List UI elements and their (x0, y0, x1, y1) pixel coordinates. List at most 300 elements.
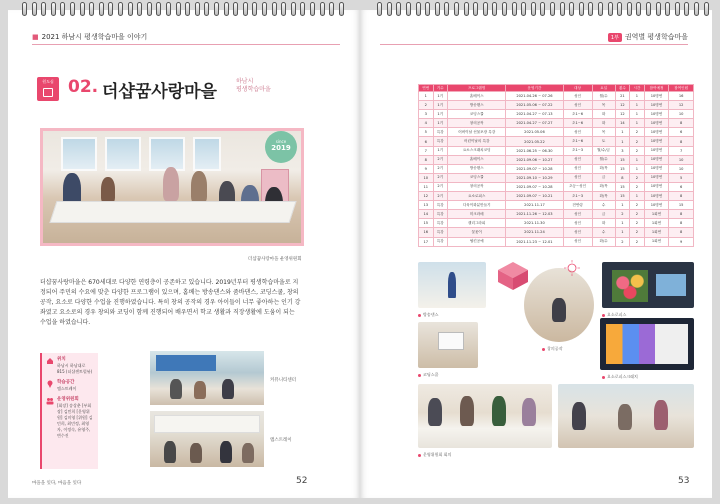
table-cell: 12 (615, 110, 630, 119)
spiral-ring (339, 2, 344, 16)
spiral-ring (636, 2, 641, 16)
spiral-ring (473, 2, 478, 16)
table-cell: 성인 (563, 128, 592, 137)
table-cell: 14 (419, 210, 434, 219)
table-cell: 2 (419, 101, 434, 110)
table-cell: 10명연 (644, 101, 669, 110)
spiral-ring (51, 2, 56, 16)
photo-person (552, 298, 566, 322)
table-cell: 코딩스쿨 (448, 110, 506, 119)
table-row (419, 137, 694, 146)
table-cell: 초1~6 (563, 137, 592, 146)
table-cell: 특강 (433, 228, 448, 237)
spiral-ring (118, 2, 123, 16)
table-cell: 15 (615, 192, 630, 201)
caption-text: 방송댄스 (423, 312, 439, 317)
spiral-ring (156, 2, 161, 16)
spiral-ring (627, 2, 632, 16)
table-cell: 특강 (433, 201, 448, 210)
table-cell: 14 (615, 119, 630, 128)
table-cell: 화 (592, 110, 615, 119)
table-cell: 6 (669, 182, 694, 191)
table-cell: 2기 (433, 164, 448, 173)
header-divider (32, 44, 340, 45)
table-cell: 요소스크래치코딩 (448, 146, 506, 155)
table-cell: 금 (592, 210, 615, 219)
table-cell: 2 (630, 182, 645, 191)
table-cell: 2021.04.26 ~ 07.26 (506, 92, 563, 101)
village-title: 더샵꿈사랑마을 (102, 82, 217, 102)
spiral-ring (300, 2, 305, 16)
table-cell: 성인 (563, 210, 592, 219)
table-row (419, 201, 694, 210)
table-cell: 특강 (433, 210, 448, 219)
table-cell: 10명연 (644, 201, 669, 210)
table-cell: 10 (669, 164, 694, 173)
spiral-binding (8, 0, 712, 16)
photo-banner (156, 355, 216, 371)
table-header-cell: 시간 (630, 85, 645, 92)
table-cell: 1 (630, 110, 645, 119)
table-cell: 3 (615, 146, 630, 155)
table-row (419, 101, 694, 110)
caption-text: 창의공작 (547, 346, 563, 351)
section-tag: 1부 (608, 33, 622, 42)
table-row (419, 92, 694, 101)
table-row (419, 110, 694, 119)
location-value: 하남시 하남대로 815 (더샵센트럴뷰) (57, 363, 93, 374)
info-committee (46, 397, 94, 439)
table-cell: 8 (669, 192, 694, 201)
page-header-right (608, 32, 688, 42)
table-cell: 1 (615, 137, 630, 146)
table-cell: 1 (630, 192, 645, 201)
table-cell: 초1~6 (563, 119, 592, 128)
table-cell: 2 (615, 210, 630, 219)
caption-dot-icon (602, 376, 605, 379)
table-cell: 2021.05.22 (506, 137, 563, 146)
table-cell: 2021.09.07 ~ 10.21 (506, 192, 563, 201)
spiral-ring (684, 2, 689, 16)
table-cell: 특강 (433, 128, 448, 137)
table-cell: 수 (592, 201, 615, 210)
table-cell: 2021.09.06 ~ 10.27 (506, 155, 563, 164)
photo-laptop (438, 332, 464, 350)
table-cell: 8 (615, 173, 630, 182)
table-cell: 초1~6 (563, 110, 592, 119)
table-cell: 창의공작 (448, 182, 506, 191)
meeting-photo-1 (418, 384, 552, 448)
table-cell: 17 (419, 237, 434, 246)
table-cell: 초등~성인 (563, 182, 592, 191)
table-cell: 8 (669, 137, 694, 146)
table-cell: 꽃꽂이 (448, 228, 506, 237)
table-cell: 10명연 (644, 173, 669, 182)
spiral-ring (281, 2, 286, 16)
open-booklet (8, 10, 712, 498)
table-cell: 2 (630, 210, 645, 219)
table-cell: 화/수 (592, 237, 615, 246)
people-icon (46, 397, 54, 405)
committee-value: [회장] 송상춘 [부회장] 김민희 [운영위원] 김미영 [위원] 김민희, 최민정, 최영자, 이정숙, 유영주, 변수진 (57, 403, 93, 438)
photo-person (242, 443, 254, 463)
footer-text: 마을을 잇다, 마음을 잇다 (32, 481, 82, 486)
spiral-ring (646, 2, 651, 16)
photo-person (448, 272, 456, 298)
photo-person (522, 398, 536, 426)
page-header (32, 32, 147, 42)
page-number-right: 53 (678, 476, 690, 486)
photo-flowers (612, 270, 648, 302)
photo-person (194, 381, 206, 399)
spiral-ring (531, 2, 536, 16)
info-hub (46, 380, 94, 392)
table-cell: 16 (669, 92, 694, 101)
spiral-ring (195, 2, 200, 16)
table-cell: 8 (669, 119, 694, 128)
table-cell: 1 (630, 119, 645, 128)
left-page (8, 10, 360, 498)
table-row (419, 219, 694, 228)
table-cell: 10명연 (644, 146, 669, 155)
table-cell: 1 (630, 101, 645, 110)
photo-person (572, 402, 586, 430)
table-cell: 성인 (563, 228, 592, 237)
table-row (419, 237, 694, 246)
caption-text: 요소로피스 (607, 312, 627, 317)
spiral-ring (579, 2, 584, 16)
dance-photo (418, 262, 486, 308)
photo-window (154, 415, 260, 433)
table-cell: 월/수 (592, 92, 615, 101)
table-cell: 화 (592, 219, 615, 228)
spiral-ring (262, 2, 267, 16)
photo-screen (606, 324, 688, 364)
table-cell: 2 (615, 237, 630, 246)
table-cell: 12 (669, 101, 694, 110)
spiral-ring (185, 2, 190, 16)
right-page (360, 10, 712, 498)
photo-person (654, 400, 668, 430)
table-cell: 11 (419, 182, 434, 191)
page-number-left: 52 (296, 476, 308, 486)
table-cell: 방송댄스 (448, 101, 506, 110)
spiral-ring (694, 2, 699, 16)
header-text-right: 권역별 평생학습마을 (624, 33, 688, 41)
table-header-cell: 참여예정 (644, 85, 669, 92)
table-cell: 2기 (433, 155, 448, 164)
table-cell: 1 (419, 92, 434, 101)
spiral-ring (224, 2, 229, 16)
table-cell: 캘리그라피 (448, 219, 506, 228)
table-header-cell: 대상 (563, 85, 592, 92)
table-cell: 방송댄스 (448, 164, 506, 173)
table-cell: 15 (615, 164, 630, 173)
flower-photo (602, 262, 694, 308)
table-cell: 2기 (433, 173, 448, 182)
table-header-cell: 운영기간 (506, 85, 563, 92)
table-cell: 12 (419, 192, 434, 201)
header-text: 2021 하남시 평생학습마을 이야기 (41, 33, 148, 41)
table-cell: 10명연 (644, 110, 669, 119)
study-space-photo (150, 411, 264, 467)
table-cell: 1기 (433, 119, 448, 128)
spiral-ring (675, 2, 680, 16)
table-cell: 2 (630, 128, 645, 137)
table-cell: 2021.06.25 ~ 06.30 (506, 146, 563, 155)
spiral-ring (233, 2, 238, 16)
photo-window (105, 137, 141, 171)
community-center-photo (150, 351, 264, 405)
photo-person (492, 396, 506, 426)
caption-dot-icon (418, 374, 421, 377)
table-header-cell: 참여인원 (669, 85, 694, 92)
photo-screen (656, 274, 686, 296)
table-cell: 홈베이스 (448, 92, 506, 101)
table-cell: 목 (592, 128, 615, 137)
photo-person (101, 177, 115, 203)
table-cell: 2 (630, 219, 645, 228)
spiral-ring (22, 2, 27, 16)
building-icon (43, 88, 53, 97)
table-cell: 1기 (433, 101, 448, 110)
table-cell: 1기 (433, 92, 448, 101)
table-cell: 8 (669, 210, 694, 219)
table-cell: 2021.09.10 ~ 10.29 (506, 173, 563, 182)
table-cell: 성인 (563, 219, 592, 228)
caption-scratch (602, 374, 638, 380)
table-cell: 1 (630, 155, 645, 164)
photo-caption-2: 앰스트레이 (270, 438, 292, 443)
table-cell: 냅킨공예 (448, 237, 506, 246)
meeting-photo-2 (558, 384, 694, 448)
spiral-ring (387, 2, 392, 16)
table-cell: 2021.05.06 ~ 07.22 (506, 101, 563, 110)
spiral-ring (60, 2, 65, 16)
table-cell: 성인 (563, 155, 592, 164)
table-cell: 8 (669, 219, 694, 228)
table-cell: 1기 (433, 110, 448, 119)
caption-meeting (418, 452, 451, 458)
table-header-cell: 프로그램명 (448, 85, 506, 92)
spiral-ring (550, 2, 555, 16)
table-cell: 2021.04.27 ~ 07.27 (506, 119, 563, 128)
subtitle-line-2: 평생학습마을 (236, 86, 271, 93)
photo-person (428, 398, 442, 426)
table-cell: 10명연 (644, 128, 669, 137)
since-badge (265, 131, 297, 163)
spiral-ring (598, 2, 603, 16)
table-cell: 8 (419, 155, 434, 164)
table-cell: 6 (669, 128, 694, 137)
table-cell: 2 (630, 201, 645, 210)
table-cell: 특강 (433, 219, 448, 228)
table-row (419, 128, 694, 137)
table-cell: 5 (669, 173, 694, 182)
table-cell: 21 (615, 92, 630, 101)
info-box (40, 353, 98, 469)
caption-dot-icon (542, 348, 545, 351)
spiral-ring (243, 2, 248, 16)
craft-cube-photo (494, 260, 532, 292)
spiral-ring (444, 2, 449, 16)
table-cell: 4 (419, 119, 434, 128)
table-cell: 1 (630, 92, 645, 101)
table-cell: 토 (592, 137, 615, 146)
table-cell: 1기 (433, 146, 448, 155)
photo-window (61, 137, 97, 171)
table-cell: 10 (669, 155, 694, 164)
spiral-ring (521, 2, 526, 16)
craft-circle-photo (524, 268, 594, 342)
caption-dot-icon (602, 314, 605, 317)
spiral-ring (425, 2, 430, 16)
table-header-cell: 연번 (419, 85, 434, 92)
table-cell: 2021.11.23 ~ 12.01 (506, 237, 563, 246)
table-row (419, 228, 694, 237)
table-cell: 어린이날의 특강 (448, 137, 506, 146)
table-cell: 10명연 (644, 119, 669, 128)
table-header-cell: 횟수 (615, 85, 630, 92)
spiral-ring (492, 2, 497, 16)
table-cell: 화/목 (592, 164, 615, 173)
table-cell: 특강 (433, 137, 448, 146)
spiral-ring (608, 2, 613, 16)
spiral-ring (108, 2, 113, 16)
table-header-cell: 요일 (592, 85, 615, 92)
header-divider-right (380, 44, 688, 45)
spiral-ring (377, 2, 382, 16)
table-cell: 성인 (563, 173, 592, 182)
table-cell: 2 (630, 228, 645, 237)
table-cell: 2 (630, 146, 645, 155)
spiral-ring (320, 2, 325, 16)
photo-person (163, 167, 179, 201)
table-row (419, 164, 694, 173)
main-photo-caption: 더샵꿈사랑마을 운영위원회 (248, 257, 302, 262)
caption-dance (418, 312, 438, 318)
spiral-ring (272, 2, 277, 16)
table-cell: 15 (615, 155, 630, 164)
table-cell: 2 (630, 237, 645, 246)
spiral-ring (396, 2, 401, 16)
table-cell: 초1~3 (563, 192, 592, 201)
table-cell: 초1~3 (563, 146, 592, 155)
photo-caption-1: 커뮤니티센터 (270, 378, 297, 383)
spiral-ring (464, 2, 469, 16)
table-cell: 목 (592, 101, 615, 110)
header-square-icon: ■ (32, 33, 39, 41)
table-header-cell: 기수 (433, 85, 448, 92)
table-row (419, 173, 694, 182)
table-cell: 성인 (563, 92, 592, 101)
table-cell: 10명연 (644, 155, 669, 164)
coding-photo (418, 322, 478, 368)
village-subtitle (236, 78, 271, 94)
table-cell: 2021.11.17 (506, 201, 563, 210)
scratch-photo (600, 318, 694, 370)
table-cell: 2 (630, 137, 645, 146)
program-schedule-table (418, 84, 694, 247)
intro-paragraph: 더샵꿈사랑마을은 670세대로 다양한 연령층이 공존하고 있습니다. 2019년부터 평생학습마을로 지정되어 주민의 수요에 맞춘 다양한 프로그램이 있으며, 홈베는 방송댄스와 줌바댄스, 코딩스쿨, 창의공작, 요소로 다양한 수업을 진행하였습니다. 특히 창의 공작의 경우 아이들이 너무 좋아하는 인기 강좌였고 요소로의 경우 창의와 코딩이 함께 진행되어 배우면서 학교 생활과 직장생활에 도움이 되는 수업을 하였습니다. (40, 279, 301, 326)
table-cell: 월/수 (592, 155, 615, 164)
caption-coding (418, 372, 438, 378)
caption-text: 코딩스쿨 (423, 372, 439, 377)
hub-value: 앰스트레이 (57, 386, 77, 391)
table-cell: 화/목 (592, 182, 615, 191)
table-cell: 5 (419, 128, 434, 137)
table-cell: 성인 (563, 101, 592, 110)
table-cell: 10명연 (644, 164, 669, 173)
table-cell: 홈베이스 (448, 155, 506, 164)
spiral-ring (291, 2, 296, 16)
spiral-ring (656, 2, 661, 16)
spiral-ring (310, 2, 315, 16)
spiral-ring (588, 2, 593, 16)
table-cell: 2021.11.30 (506, 219, 563, 228)
since-label: since (275, 139, 287, 144)
spiral-ring (329, 2, 334, 16)
table-cell: 1회연 (644, 228, 669, 237)
photo-table (49, 201, 296, 223)
table-cell: 15 (669, 201, 694, 210)
spiral-ring (32, 2, 37, 16)
table-cell: 15 (419, 219, 434, 228)
table-cell: 1회연 (644, 237, 669, 246)
table-cell: 1 (615, 219, 630, 228)
table-cell: 10 (669, 110, 694, 119)
table-cell: 1회연 (644, 210, 669, 219)
spiral-ring (128, 2, 133, 16)
table-cell: 성인 (563, 164, 592, 173)
table-cell: 12 (615, 101, 630, 110)
table-cell: 2021.09.07 ~ 10.28 (506, 182, 563, 191)
table-cell: 월/수/금 (592, 146, 615, 155)
spiral-ring (416, 2, 421, 16)
spiral-ring (41, 2, 46, 16)
since-year: 2019 (271, 144, 291, 152)
caption-dot-icon (418, 314, 421, 317)
house-icon (46, 357, 54, 365)
location-label: 위치 (57, 357, 66, 362)
photo-person (170, 379, 182, 399)
spiral-ring (406, 2, 411, 16)
table-cell: 2기 (433, 192, 448, 201)
table-cell: 2021.09.07 ~ 10.28 (506, 164, 563, 173)
table-cell: 특강 (433, 237, 448, 246)
spiral-ring (137, 2, 142, 16)
spiral-ring (176, 2, 181, 16)
spiral-ring (70, 2, 75, 16)
table-cell: 10명연 (644, 182, 669, 191)
photo-window (193, 137, 221, 171)
spiral-ring (89, 2, 94, 16)
table-cell: 금 (592, 173, 615, 182)
spiral-ring (560, 2, 565, 16)
photo-person (164, 441, 176, 463)
table-cell: 요소로피스 (448, 192, 506, 201)
subtitle-line-1: 하남시 (236, 78, 254, 85)
photo-person (220, 441, 232, 463)
sun-icon (564, 260, 580, 276)
photo-person (190, 443, 202, 463)
table-cell: 15 (615, 182, 630, 191)
table-cell: 10명연 (644, 137, 669, 146)
table-cell: 미크라메 (448, 210, 506, 219)
table-row (419, 119, 694, 128)
table-cell: 2021.04.27 ~ 07.13 (506, 110, 563, 119)
table-cell: 1 (615, 201, 630, 210)
